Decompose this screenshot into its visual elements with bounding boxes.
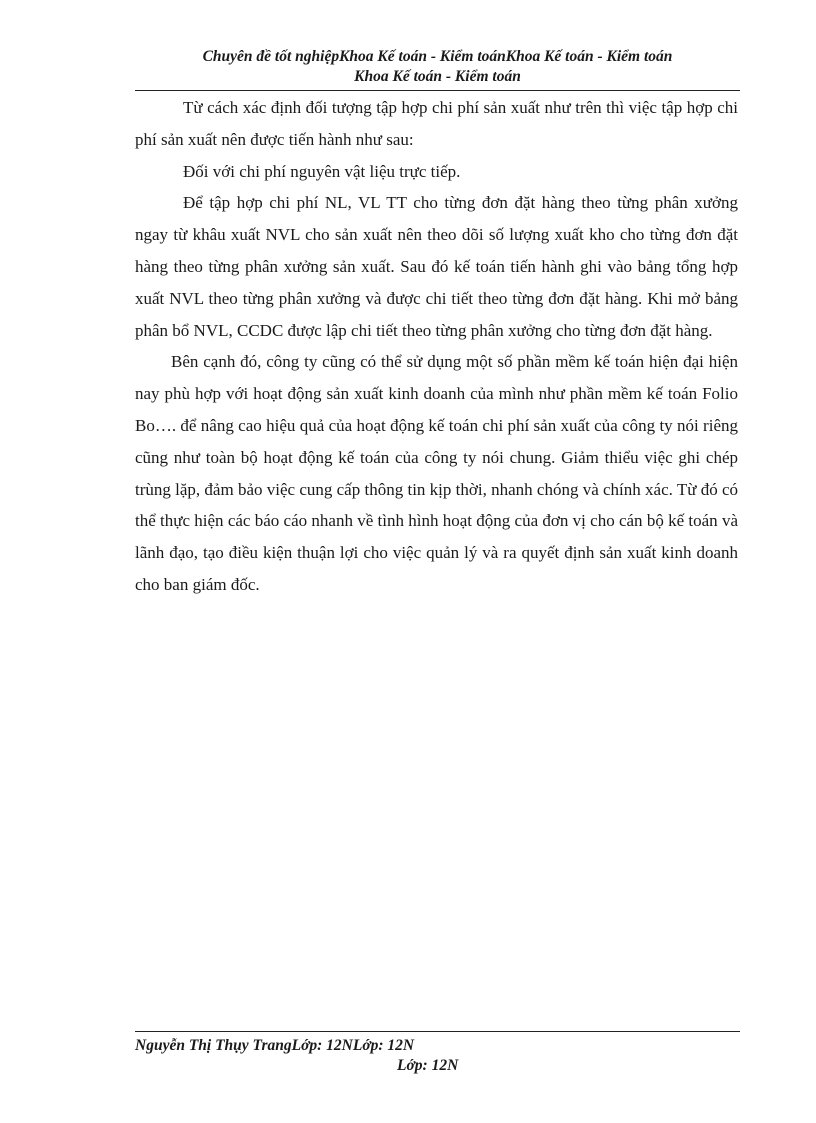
page-header	[135, 47, 740, 87]
paragraph-material-cost-detail: Để tập hợp chi phí NL, VL TT cho từng đơn đặt hàng theo từng phân xưởng ngay từ khâu xuất NVL cho sản xuất nên theo dõi số lượng xuất kho cho từng đơn đặt hàng theo từng phân xưởng sản xuất. Sau đó kế toán tiến hành ghi vào bảng tổng hợp xuất NVL theo từng phân xưởng và được chi tiết theo từng đơn đặt hàng. Khi mở bảng phân bổ NVL, CCDC được lập chi tiết theo từng phân xưởng cho từng đơn đặt hàng.	[135, 193, 738, 340]
paragraph-software-recommendation: Bên cạnh đó, công ty cũng có thể sử dụng một số phần mềm kế toán hiện đại hiện nay phù hợp với hoạt động sản xuất kinh doanh của mình như phần mềm kế toán Folio Bo…. để nâng cao hiệu quả của hoạt động kế toán chi phí sản xuất của công ty nói riêng cũng như toàn bộ hoạt động kế toán của công ty nói chung. Giảm thiểu việc ghi chép trùng lặp, đảm bảo việc cung cấp thông tin kịp thời, nhanh chóng và chính xác. Từ đó có thể thực hiện các báo cáo nhanh về tình hình hoạt động của đơn vị cho cán bộ kế toán và lãnh đạo, tạo điều kiện thuận lợi cho việc quản lý và ra quyết định sản xuất kinh doanh cho ban giám đốc.	[135, 352, 738, 594]
footer-divider	[135, 1031, 740, 1032]
document-body	[135, 92, 738, 601]
page-footer	[135, 1036, 740, 1076]
paragraph-intro: Từ cách xác định đối tượng tập hợp chi phí sản xuất như trên thì việc tập hợp chi phí sản xuất nên được tiến hành như sau:	[135, 98, 738, 149]
paragraph-material-cost-heading: Đối với chi phí nguyên vật liệu trực tiếp.	[183, 161, 461, 181]
header-title-line-1: Chuyên đề tốt nghiệpKhoa Kế toán - Kiểm toánKhoa Kế toán - Kiểm toán	[202, 48, 673, 65]
footer-class-line: Lớp: 12N	[397, 1057, 459, 1074]
header-divider	[135, 90, 740, 91]
header-title-line-2: Khoa Kế toán - Kiểm toán	[354, 68, 521, 85]
footer-author-line: Nguyễn Thị Thụy TrangLớp: 12NLớp: 12N	[135, 1037, 415, 1054]
